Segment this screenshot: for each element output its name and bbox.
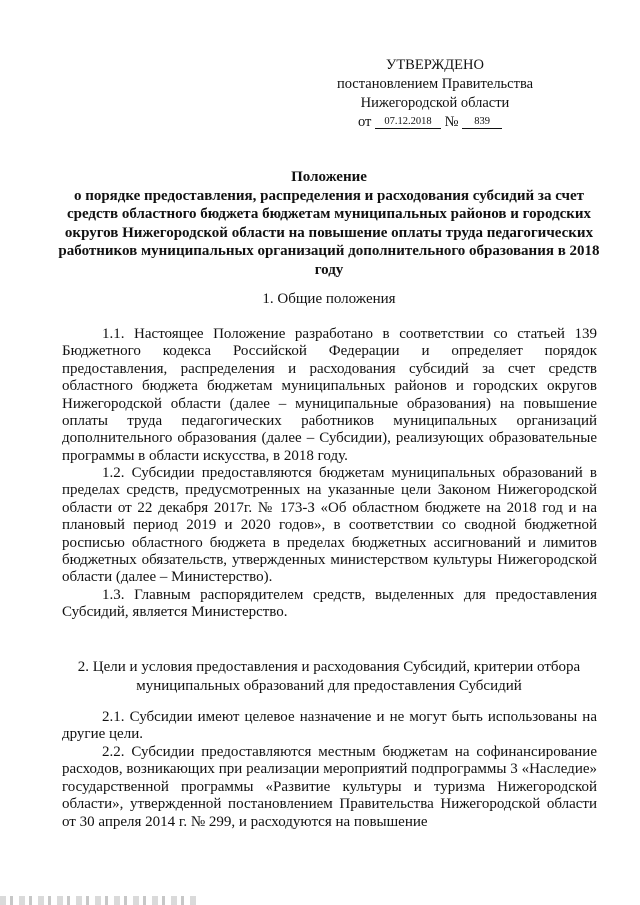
title-word: Положение: [291, 169, 367, 185]
paragraph-1-3: 1.3. Главным распорядителем средств, выделенных для предоставления Субсидий, является Министерство.: [62, 587, 597, 621]
approval-stamp: [320, 56, 550, 132]
approval-number: 839: [462, 115, 502, 129]
approval-line-resolution: постановлением Правительства: [336, 76, 534, 92]
section-2-heading-line1: 2. Цели и условия предоставления и расходования Субсидий, критерии отбора: [77, 659, 581, 675]
approval-heading: УТВЕРЖДЕНО: [386, 57, 484, 73]
paragraph-2-2: 2.2. Субсидии предоставляются местным бюджетам на софинансирование расходов, возникающих при реализации мероприятий подпрограммы 3 «Наследие» государственной программы «Развитие культуры и туризма Нижегородской области», утвержденной постановлением Правительства Нижегородской области от 30 апреля 2014 г. № 299, и расходуются на повышение: [62, 744, 597, 830]
paragraph-2-1: 2.1. Субсидии имеют целевое назначение и не могут быть использованы на другие цели.: [62, 709, 597, 743]
section-1-heading: 1. Общие положения: [262, 291, 396, 307]
number-prefix: №: [444, 114, 459, 130]
approval-date: 07.12.2018: [375, 115, 441, 129]
section-2-heading: [56, 658, 602, 695]
approval-line-region: Нижегородской области: [360, 95, 510, 111]
paragraph-1-1: 1.1. Настоящее Положение разработано в соответствии со статьей 139 Бюджетного кодекса Российской Федерации и определяет порядок предоставления, распределения и расходования субсидий за счет средств областного бюджета бюджетам муниципальных районов и городских округов Нижегородской области (далее – муниципальные образования) на повышение оплаты труда педагогических работников муниципальных организаций дополнительного образования (далее – Субсидии), реализующих образовательные программы в области искусства, в 2018 году.: [62, 326, 597, 464]
paragraph-1-2: 1.2. Субсидии предоставляются бюджетам муниципальных образований в пределах средств, предусмотренных на указанные цели Законом Нижегородской области от 22 декабря 2017г. № 173-З «Об областном бюджете на 2018 год и на плановый период 2019 и 2020 годов», в соответствии со сводной бюджетной росписью областного бюджета в пределах бюджетных ассигнований и лимитов бюджетных обязательств, утвержденных министерством культуры Нижегородской области (далее – Министерство).: [62, 465, 597, 586]
approval-date-row: [320, 113, 550, 132]
date-prefix: от: [358, 114, 372, 130]
section-2-heading-line2: муниципальных образований для предоставления Субсидий: [136, 677, 522, 694]
scan-artifact: [0, 896, 200, 905]
title-subject: о порядке предоставления, распределения и расходования субсидий за счет средств областного бюджета бюджетам муниципальных районов и городских округов Нижегородской области на повышение оплаты труда педагогических работников муниципальных организаций дополнительного образования в 2018 году: [58, 187, 600, 278]
document-title: [56, 168, 602, 279]
